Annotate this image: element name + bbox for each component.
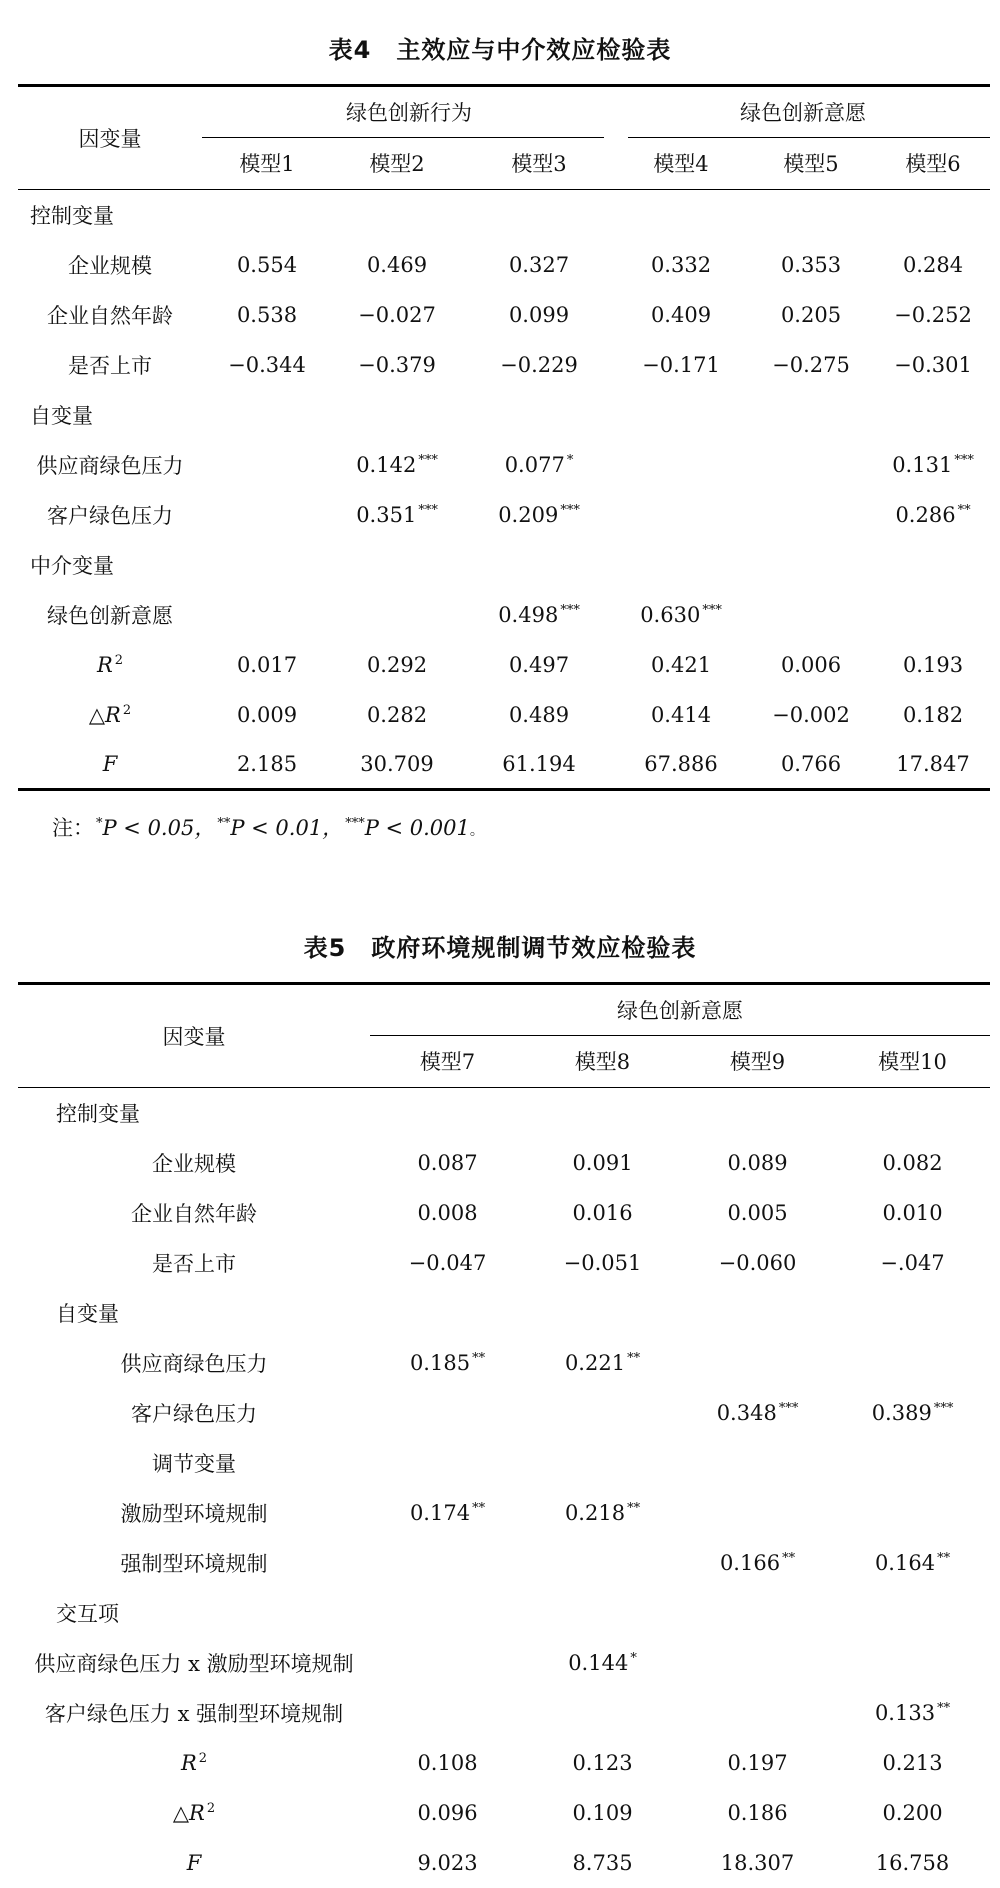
table-cell: 0.009 [236,702,298,727]
row-label: R $^2$ [180,1750,208,1775]
table-cell: 0.108 [417,1750,478,1775]
table-cell: 0.414 [650,702,712,727]
table-cell: 0.489 [508,702,570,727]
table-cell: 0.284 [902,252,964,277]
table4-dep-var-header: 因变量 [18,86,202,190]
row-label: 供应商绿色压力 [120,1351,268,1376]
table-cell: 8.735 [572,1850,633,1875]
table-cell: 0.123 [572,1750,633,1775]
table-cell: 0.200 [882,1800,943,1825]
table-cell: 61.194 [502,751,576,776]
significance-mark: *** [418,502,438,518]
row-label: F [102,751,118,776]
table5-model-header: 模型7 [419,1050,476,1075]
table-row [18,240,990,290]
significance-mark: ** [782,1550,796,1566]
table5 [18,982,990,1888]
table4-section-row [18,540,990,590]
significance-mark: *** [418,452,438,468]
table-cell: 0.351 *** [356,502,438,527]
row-label: R $^2$ [96,652,124,677]
table4-note: 注： *P < 0.05， **P < 0.01， ***P < 0.001。 [52,816,484,840]
row-label: 供应商绿色压力 [36,453,184,478]
table-cell: 0.142 *** [356,452,438,477]
significance-mark: ** [957,502,971,518]
table-cell: −.047 [880,1250,945,1275]
table-cell: 0.469 [366,252,428,277]
row-label: 客户绿色压力 [47,503,173,528]
table-cell: 0.096 [417,1800,478,1825]
table-row [18,690,990,740]
table-row [18,1688,990,1738]
table-row [18,1138,990,1188]
significance-mark: *** [778,1400,799,1416]
row-label: 激励型环境规制 [120,1501,268,1526]
table-cell: 0.166 ** [719,1550,796,1575]
table-cell: 0.010 [882,1200,943,1225]
table-cell: −0.229 [500,352,578,377]
row-label: 绿色创新意愿 [47,603,173,628]
table5-model-header: 模型10 [878,1050,947,1075]
table4-model-header: 模型3 [511,152,567,177]
table-row [18,1738,990,1788]
table-cell: −0.027 [358,302,436,327]
table-cell: −0.171 [642,352,720,377]
table-cell: −0.060 [718,1250,797,1275]
table-row [18,640,990,690]
table4-model-header: 模型1 [239,152,295,177]
table-cell: −0.002 [772,702,850,727]
table-cell: −0.379 [358,352,436,377]
table-cell: −0.252 [894,302,972,327]
table-cell: 0.409 [650,302,712,327]
table-cell: 9.023 [417,1850,478,1875]
table-cell: 0.197 [727,1750,788,1775]
significance-mark: *** [702,602,722,618]
table-cell: 0.091 [572,1150,633,1175]
table-cell: 0.327 [508,252,570,277]
row-label: △R $^2$ [88,702,132,727]
table-cell: 0.006 [780,652,842,677]
table-row [18,1338,990,1388]
table5-dep-var-header: 因变量 [18,984,370,1088]
table-row [18,590,990,640]
table-row [18,1388,990,1438]
table-cell: 0.174 ** [409,1500,486,1525]
table4-group-behavior: 绿色创新行为 [202,86,616,138]
row-label: 客户绿色压力 [131,1401,257,1426]
table-cell: 0.213 [882,1750,943,1775]
table-cell: −0.047 [408,1250,487,1275]
row-label: 是否上市 [152,1251,236,1276]
table-cell: −0.275 [772,352,850,377]
table-cell: 0.087 [417,1150,478,1175]
table-cell: 0.016 [572,1200,633,1225]
table-cell: 16.758 [875,1850,950,1875]
significance-mark: ** [627,1500,641,1516]
table-row [18,1538,990,1588]
table-cell: 0.282 [366,702,428,727]
table-cell: 0.089 [727,1150,788,1175]
significance-mark: ** [937,1700,951,1716]
table-cell: 0.554 [236,252,298,277]
table-cell: 0.498 *** [498,602,580,627]
table-row [18,740,990,790]
table5-section-independent: 自变量 [56,1301,119,1326]
table5-section-row [18,1588,990,1638]
row-label: △R $^2$ [172,1800,216,1825]
table-row [18,1188,990,1238]
table-row [18,1838,990,1888]
table-cell: 0.186 [727,1800,788,1825]
row-label: 是否上市 [68,353,152,378]
table-cell: −0.344 [228,352,306,377]
row-label: 企业规模 [68,253,152,278]
table-row [18,340,990,390]
table-cell: 0.292 [366,652,428,677]
table5-title: 表5 政府环境规制调节效应检验表 [303,934,697,962]
significance-mark: ** [627,1350,641,1366]
row-label: 客户绿色压力 x 强制型环境规制 [44,1701,344,1726]
table-row [18,290,990,340]
table-cell: 0.218 ** [564,1500,641,1525]
table-cell: 0.766 [780,751,842,776]
table-cell: 0.209 *** [498,502,580,527]
table-row [18,1488,990,1538]
table5-section-row [18,1438,990,1488]
table-cell: 0.008 [417,1200,478,1225]
table-cell: 0.082 [882,1150,943,1175]
table5-section-moderator: 调节变量 [152,1451,236,1476]
table4-section-row [18,390,990,440]
table-cell: −0.051 [563,1250,642,1275]
table-cell: 0.182 [902,702,964,727]
table-cell: 0.497 [508,652,570,677]
significance-mark: *** [560,602,580,618]
table4-section-control: 控制变量 [30,203,114,228]
significance-mark: *** [954,452,974,468]
row-label: 供应商绿色压力 x 激励型环境规制 [34,1651,354,1676]
table-cell: 0.193 [902,652,964,677]
significance-mark: ** [937,1550,951,1566]
table-cell: 0.144 * [568,1650,637,1675]
table4-model-header: 模型6 [905,152,961,177]
table5-section-row [18,1288,990,1338]
table5-model-header: 模型8 [574,1050,631,1075]
table-cell: 0.353 [780,252,842,277]
significance-mark: *** [933,1400,954,1416]
table-cell: 0.017 [236,652,298,677]
table4-group-willingness: 绿色创新意愿 [616,86,990,138]
row-label: 企业自然年龄 [131,1201,257,1226]
table-cell: 0.332 [650,252,712,277]
table-cell: 0.538 [236,302,298,327]
table-cell: 0.185 ** [409,1350,486,1375]
row-label: 企业规模 [152,1151,236,1176]
table-cell: 0.389 *** [871,1400,954,1425]
table4 [18,84,990,791]
table-cell: 2.185 [236,751,298,776]
significance-mark: * [566,452,574,468]
table5-section-control: 控制变量 [56,1101,140,1126]
table-cell: −0.301 [894,352,972,377]
table-cell: 0.131 *** [892,452,974,477]
significance-mark: ** [472,1500,486,1516]
table-row [18,440,990,490]
table5-section-interaction: 交互项 [56,1601,119,1626]
table-row [18,1788,990,1838]
table-cell: 0.630 *** [640,602,722,627]
significance-mark: * [630,1650,637,1666]
table-cell: 0.133 ** [874,1700,951,1725]
table-row [18,1238,990,1288]
table4-section-independent: 自变量 [30,403,93,428]
table-cell: 67.886 [644,751,718,776]
table-cell: 0.109 [572,1800,633,1825]
table-row [18,1638,990,1688]
table5-model-header: 模型9 [729,1050,786,1075]
row-label: 强制型环境规制 [120,1551,268,1576]
significance-mark: *** [560,502,580,518]
table-cell: 0.421 [650,652,712,677]
table-cell: 0.099 [508,302,570,327]
table-cell: 0.164 ** [874,1550,951,1575]
table4-model-header: 模型2 [369,152,425,177]
table-cell: 30.709 [360,751,434,776]
table4-model-header: 模型5 [783,152,839,177]
table4-title: 表4 主效应与中介效应检验表 [328,36,672,64]
table4-model-header: 模型4 [653,152,709,177]
table-cell: 0.077 * [504,452,574,477]
significance-mark: ** [472,1350,486,1366]
table5-section-row [18,1088,990,1138]
table-cell: 0.205 [780,302,842,327]
row-label: 企业自然年龄 [47,303,173,328]
table-cell: 0.005 [727,1200,788,1225]
table-cell: 0.286 ** [895,502,971,527]
table-cell: 0.221 ** [564,1350,641,1375]
table5-group-willingness: 绿色创新意愿 [370,984,990,1036]
table-row [18,490,990,540]
table-cell: 18.307 [720,1850,795,1875]
table4-section-mediator: 中介变量 [30,553,114,578]
table4-section-row [18,190,990,240]
row-label: F [186,1850,202,1875]
table-cell: 17.847 [896,751,970,776]
table-cell: 0.348 *** [716,1400,799,1425]
